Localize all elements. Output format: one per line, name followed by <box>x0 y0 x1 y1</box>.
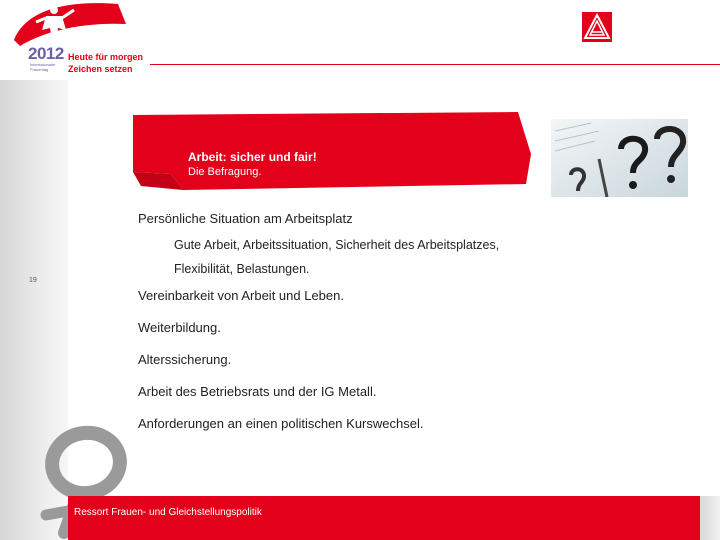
footer-bar <box>68 496 700 540</box>
list-item-heading: Persönliche Situation am Arbeitsplatz <box>138 211 353 226</box>
banner-title: Arbeit: sicher und fair! <box>188 150 317 164</box>
footer-right-gradient <box>700 496 720 540</box>
list-item: Alterssicherung. <box>138 352 232 367</box>
list-item: Arbeit des Betriebsrats und der IG Metall. <box>138 384 377 399</box>
list-item: Vereinbarkeit von Arbeit und Leben. <box>138 288 344 303</box>
detail-line: Flexibilität, Belastungen. <box>174 262 310 276</box>
logo-slogan-line1: Heute für morgen <box>68 52 144 62</box>
logo-small-text: Internationaler Frauentag <box>30 62 56 72</box>
banner-subtitle: Die Befragung. <box>188 166 262 178</box>
igmetall-logo-icon <box>582 12 612 42</box>
logo-year: 2012 <box>28 44 64 63</box>
list-item: Weiterbildung. <box>138 320 221 335</box>
question-marks-photo <box>551 119 688 197</box>
list-item: Anforderungen an einen politischen Kurswechsel. <box>138 416 424 431</box>
logo-slogan-line2: Zeichen setzen <box>68 64 133 74</box>
detail-line: Gute Arbeit, Arbeitssituation, Sicherheit des Arbeitsplatzes, <box>174 238 500 252</box>
list-item-detail <box>138 233 499 281</box>
header-divider <box>150 64 720 65</box>
list-items <box>138 287 423 447</box>
footer-text: Ressort Frauen- und Gleichstellungspolitik <box>74 507 262 518</box>
page-number: 19 <box>29 277 37 284</box>
